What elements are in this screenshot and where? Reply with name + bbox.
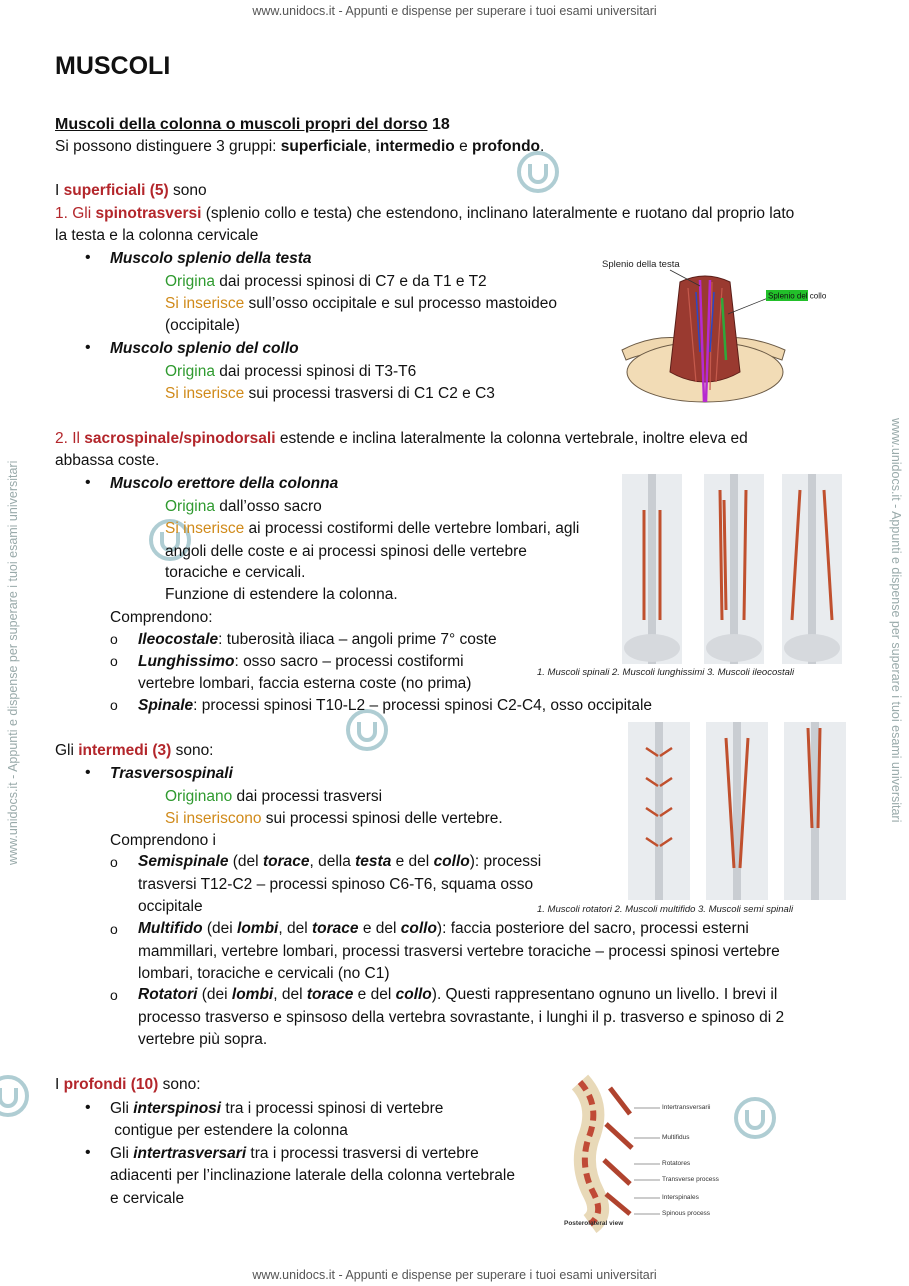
text: sull’osso occipitale e sul processo mastoideo xyxy=(244,295,557,312)
ileocostale-name: Ileocostale xyxy=(138,631,219,648)
circle-bullet-icon: o xyxy=(110,631,118,647)
intermedi-heading xyxy=(55,741,214,761)
term: collo xyxy=(400,920,437,937)
sacrospinale-line2: abbassa coste. xyxy=(55,452,160,469)
item-number: 1. Gli xyxy=(55,205,96,222)
trasversospinali-title: Trasversospinali xyxy=(110,765,233,782)
intro-group-intermedio: intermedio xyxy=(375,138,455,155)
unidocs-logo-icon xyxy=(733,1096,777,1140)
splenio-testa-title: Muscolo splenio della testa xyxy=(110,250,312,267)
origin-label: Origina xyxy=(165,498,215,515)
superficiali-heading xyxy=(55,181,207,201)
circle-bullet-icon: o xyxy=(110,697,118,713)
spinale-line xyxy=(138,696,652,716)
text: : processi spinosi T10-L2 – processi spinosi C2-C4, osso occipitale xyxy=(193,697,653,714)
text: Gli xyxy=(55,742,79,759)
origin-label: Originano xyxy=(165,788,233,805)
intro-group-profondo: profondo xyxy=(472,138,541,155)
text: ). Questi rappresentano ognuno un livello. I brevi il xyxy=(431,986,778,1003)
unidocs-logo-icon xyxy=(0,1074,30,1118)
splenius-muscles-figure xyxy=(600,252,827,404)
text: estende e inclina lateralmente la colonna vertebrale, inoltre eleva ed xyxy=(275,430,748,447)
text: sui processi spinosi delle vertebre. xyxy=(261,810,503,827)
intertrasversari-line1 xyxy=(110,1144,479,1164)
figure-label-splenio-testa: Splenio della testa xyxy=(602,259,680,270)
erettore-insertion xyxy=(165,519,579,539)
text: e del xyxy=(353,986,396,1003)
figure-label-splenio-collo: Splenio del collo xyxy=(768,291,827,301)
text: I xyxy=(55,182,64,199)
text: e del xyxy=(358,920,401,937)
insertion-label: Si inseriscono xyxy=(165,810,262,827)
superficiali-label: superficiali (5) xyxy=(63,182,169,199)
text: tra i processi trasversi di vertebre xyxy=(246,1145,479,1162)
text: I xyxy=(55,1076,64,1093)
watermark-top: www.unidocs.it - Appunti e dispense per superare i tuoi esami universitari xyxy=(252,4,657,18)
erettore-funzione: Funzione di estendere la colonna. xyxy=(165,586,398,603)
bullet-icon: • xyxy=(85,1144,91,1161)
fig-label: Intertransversarii xyxy=(662,1104,711,1111)
text: dai processi trasversi xyxy=(232,788,383,805)
insertion-label: Si inserisce xyxy=(165,295,245,312)
trasversospinali-origin xyxy=(165,787,382,807)
watermark-left: www.unidocs.it - Appunti e dispense per superare i tuoi esami universitari xyxy=(6,460,20,865)
transversospinalis-figure-caption: 1. Muscoli rotatori 2. Muscoli multifido 3. Muscoli semi spinali xyxy=(537,904,794,915)
text: mammillari, vertebre lombari, processi trasversi vertebre toraciche – processi spinosi vertebre xyxy=(138,943,780,960)
comprendono-label: Comprendono: xyxy=(110,609,213,626)
bullet-icon: • xyxy=(85,474,91,491)
spinotrasversi-line2: la testa e la colonna cervicale xyxy=(55,227,259,244)
watermark-right: www.unidocs.it - Appunti e dispense per superare i tuoi esami universitari xyxy=(889,418,903,823)
term: torace xyxy=(306,986,354,1003)
term: lombi xyxy=(237,920,279,937)
intro-sep: , xyxy=(366,138,376,155)
text: ): processi xyxy=(469,853,542,870)
text: dai processi spinosi di T3-T6 xyxy=(214,363,417,380)
origin-label: Origina xyxy=(165,363,215,380)
term: torace xyxy=(262,853,310,870)
intro-sep: e xyxy=(454,138,473,155)
text: Gli xyxy=(110,1100,134,1117)
sacrospinale-name: sacrospinale/spinodorsali xyxy=(84,430,276,447)
rotatori-line1 xyxy=(138,984,854,1006)
text: : osso sacro – processi costiformi xyxy=(234,653,464,670)
spinotrasversi-name: spinotrasversi xyxy=(95,205,202,222)
text: dai processi spinosi di C7 e da T1 e T2 xyxy=(214,273,487,290)
text: sono xyxy=(168,182,207,199)
text: (del xyxy=(228,853,263,870)
spinotrasversi-line1 xyxy=(55,204,794,224)
term: lombi xyxy=(231,986,274,1003)
text: sono: xyxy=(158,1076,201,1093)
erettore-title: Muscolo erettore della colonna xyxy=(110,475,339,492)
erettore-insertion-2 xyxy=(165,541,607,563)
intro-end: . xyxy=(540,138,545,155)
deep-back-muscles-figure xyxy=(560,1074,730,1232)
origin-label: Origina xyxy=(165,273,215,290)
lunghissimo-line2: vertebre lombari, faccia esterna coste (no prima) xyxy=(138,675,472,692)
bullet-icon: • xyxy=(85,339,91,356)
interspinosi-line2: contigue per estendere la colonna xyxy=(110,1122,348,1139)
text: (dei xyxy=(202,920,238,937)
splenio-collo-origin xyxy=(165,362,416,382)
intro-text: Si possono distinguere 3 gruppi: xyxy=(55,138,281,155)
insertion-label: Si inserisce xyxy=(165,385,245,402)
section-heading xyxy=(55,115,450,135)
comprendono-i-label: Comprendono i xyxy=(110,832,216,849)
splenio-testa-origin xyxy=(165,272,487,292)
semispinale-line2 xyxy=(138,874,611,896)
interspinosi-line1 xyxy=(110,1099,443,1119)
term: collo xyxy=(433,853,470,870)
bullet-icon: • xyxy=(85,1099,91,1116)
rotatori-line2 xyxy=(138,1007,854,1029)
section-heading-text: Muscoli della colonna o muscoli propri del dorso xyxy=(55,116,428,133)
text: ): faccia posteriore del sacro, processi esterni xyxy=(436,920,749,937)
watermark-bottom: www.unidocs.it - Appunti e dispense per superare i tuoi esami universitari xyxy=(252,1268,657,1282)
text: sui processi trasversi di C1 C2 e C3 xyxy=(244,385,495,402)
interspinosi-name: interspinosi xyxy=(133,1100,222,1117)
multifido-line1 xyxy=(138,918,854,940)
transversospinalis-figure xyxy=(622,718,852,904)
term: torace xyxy=(311,920,359,937)
text: e del xyxy=(391,853,434,870)
text: dall’osso sacro xyxy=(214,498,322,515)
item-number: 2. Il xyxy=(55,430,85,447)
erettore-insertion-3: toraciche e cervicali. xyxy=(165,564,306,581)
section-number: 18 xyxy=(431,116,450,133)
text: processo trasverso e spinsoso della vertebra sovrastante, i lunghi il p. trasverso e spinoso di 2 xyxy=(138,1009,785,1026)
lunghissimo-name: Lunghissimo xyxy=(138,653,235,670)
intro-group-superficiale: superficiale xyxy=(280,138,367,155)
term: testa xyxy=(355,853,392,870)
ileocostale-line xyxy=(138,630,497,650)
trasversospinali-insertion xyxy=(165,809,503,829)
rotatori-name: Rotatori xyxy=(138,986,198,1003)
text: Gli xyxy=(110,1145,134,1162)
fig-label: Spinous process xyxy=(662,1210,711,1217)
text: : tuberosità iliaca – angoli prime 7° coste xyxy=(218,631,497,648)
multifido-line2 xyxy=(138,941,854,963)
splenio-testa-insertion-2: (occipitale) xyxy=(165,317,240,334)
text: , della xyxy=(309,853,356,870)
fig-label: Posterolateral view xyxy=(564,1220,624,1227)
semispinale-name: Semispinale xyxy=(138,853,229,870)
intertrasversari-line2: adiacenti per l’inclinazione laterale della colonna vertebrale xyxy=(110,1167,515,1184)
semispinale-line3: occipitale xyxy=(138,898,203,915)
text: (dei xyxy=(197,986,232,1003)
semispinale-line1 xyxy=(138,851,611,873)
insertion-label: Si inserisce xyxy=(165,520,245,537)
text: , del xyxy=(273,986,307,1003)
text: trasversi T12-C2 – processi spinoso C6-T6, squama osso xyxy=(138,876,534,893)
profondi-heading xyxy=(55,1075,201,1095)
erettore-origin xyxy=(165,497,322,517)
fig-label: Multifidus xyxy=(662,1134,690,1141)
circle-bullet-icon: o xyxy=(110,987,118,1003)
lunghissimo-line xyxy=(138,652,464,672)
erector-spinae-figure xyxy=(612,470,852,670)
bullet-icon: • xyxy=(85,249,91,266)
page-title: MUSCOLI xyxy=(55,52,171,80)
fig-label: Interspinales xyxy=(662,1194,699,1201)
bullet-icon: • xyxy=(85,764,91,781)
fig-label: Rotatores xyxy=(662,1160,691,1167)
fig-label: Transverse process xyxy=(662,1176,719,1183)
profondi-label: profondi (10) xyxy=(63,1076,159,1093)
intertrasversari-name: intertrasversari xyxy=(133,1145,247,1162)
circle-bullet-icon: o xyxy=(110,854,118,870)
intermedi-label: intermedi (3) xyxy=(78,742,172,759)
intro-line xyxy=(55,137,544,157)
rotatori-line3: vertebre più sopra. xyxy=(138,1031,268,1048)
circle-bullet-icon: o xyxy=(110,653,118,669)
splenio-collo-title: Muscolo splenio del collo xyxy=(110,340,299,357)
text: ai processi costiformi delle vertebre lombari, agli xyxy=(244,520,580,537)
text: , del xyxy=(278,920,312,937)
intertrasversari-line3: e cervicale xyxy=(110,1190,185,1207)
term: collo xyxy=(395,986,432,1003)
splenio-testa-insertion xyxy=(165,294,557,314)
text: (splenio collo e testa) che estendono, inclinano lateralmente e ruotano dal proprio lato xyxy=(201,205,795,222)
text: tra i processi spinosi di vertebre xyxy=(221,1100,444,1117)
circle-bullet-icon: o xyxy=(110,921,118,937)
spinale-name: Spinale xyxy=(138,697,194,714)
splenio-collo-insertion xyxy=(165,384,495,404)
multifido-name: Multifido xyxy=(138,920,203,937)
sacrospinale-paragraph xyxy=(55,428,854,450)
erector-figure-caption: 1. Muscoli spinali 2. Muscoli lunghissimi 3. Muscoli ileocostali xyxy=(537,667,795,678)
text: angoli delle coste e ai processi spinosi delle vertebre xyxy=(165,543,527,560)
multifido-line3: lombari, toraciche e cervicali (no C1) xyxy=(138,965,390,982)
text: sono: xyxy=(171,742,214,759)
